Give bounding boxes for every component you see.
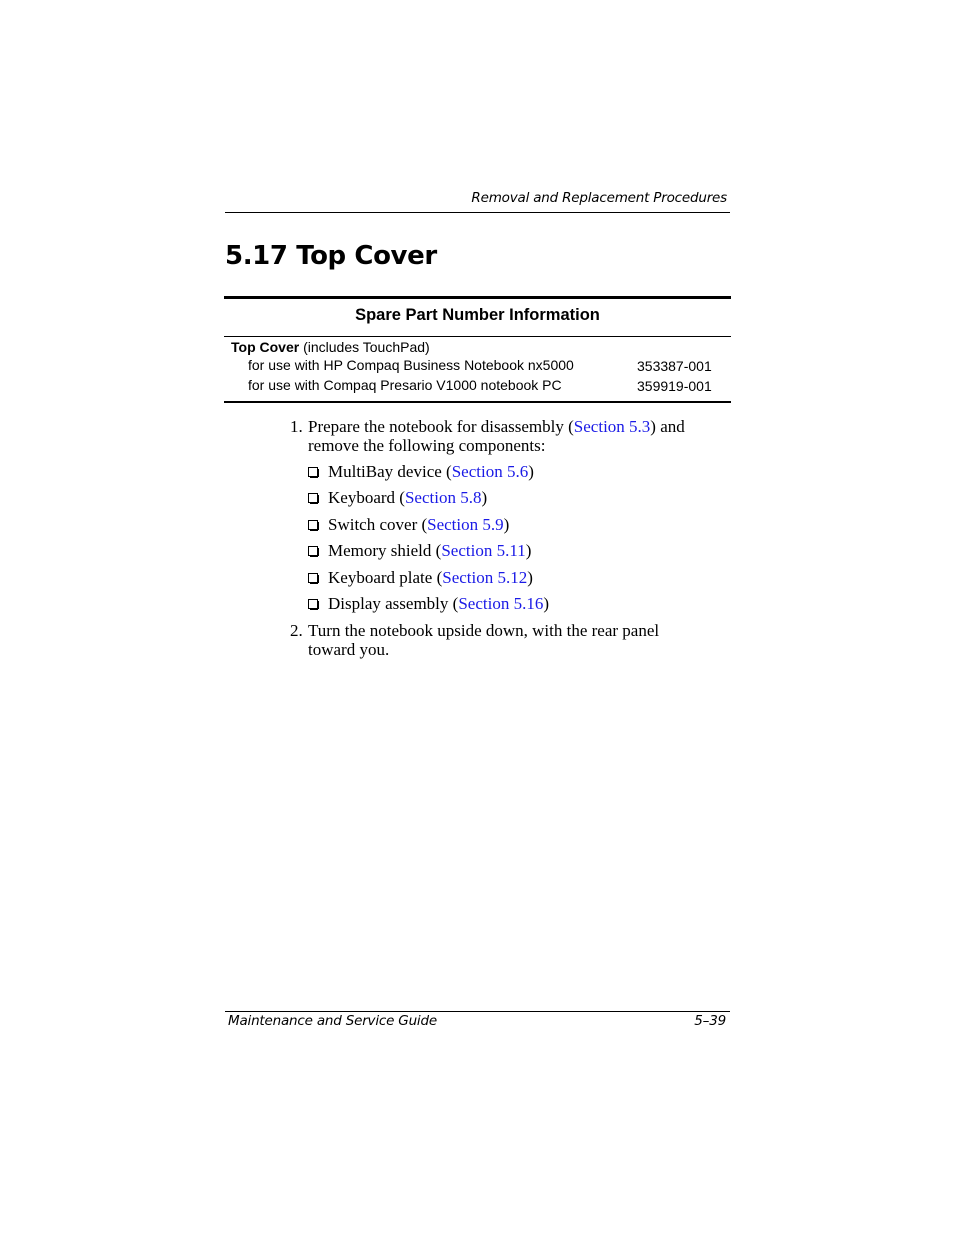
part-row-description: for use with Compaq Presario V1000 notebook PC	[248, 377, 562, 393]
checkbox-bullet-icon	[308, 493, 318, 503]
component-list-item	[308, 568, 533, 587]
section-link[interactable]: Section 5.16	[458, 594, 544, 613]
checkbox-bullet-icon	[308, 573, 318, 583]
step-1-number: 1.	[290, 417, 303, 436]
section-link[interactable]: Section 5.11	[441, 541, 526, 560]
component-close: )	[481, 488, 488, 507]
footer-guide-title: Maintenance and Service Guide	[228, 1013, 437, 1029]
section-link[interactable]: Section 5.6	[451, 462, 529, 481]
component-close: )	[543, 594, 549, 613]
step-1-line-1	[308, 417, 685, 436]
checkbox-bullet-icon	[308, 546, 318, 556]
table-bottom-rule	[224, 401, 731, 403]
table-caption: Spare Part Number Information	[355, 306, 600, 324]
part-row-number: 353387-001	[637, 358, 712, 374]
running-header: Removal and Replacement Procedures	[471, 190, 727, 206]
section-title: 5.17 Top Cover	[225, 241, 437, 271]
step-1-line-2: remove the following components:	[308, 436, 546, 455]
component-name: Memory shield (	[328, 541, 442, 560]
component-name: MultiBay device (	[328, 462, 452, 481]
section-link[interactable]: Section 5.8	[404, 488, 482, 507]
component-close: )	[503, 515, 510, 534]
component-name: Keyboard plate (	[328, 568, 443, 587]
component-close: )	[525, 541, 532, 560]
table-top-rule	[224, 296, 731, 299]
part-row-number: 359919-001	[637, 378, 712, 394]
footer-rule	[225, 1011, 730, 1012]
component-close: )	[527, 568, 533, 587]
component-list-item	[308, 462, 534, 481]
table-header-rule	[224, 336, 731, 337]
component-list-item	[308, 488, 487, 507]
part-row-description: for use with HP Compaq Business Notebook nx5000	[248, 357, 574, 373]
part-item-note: (includes TouchPad)	[299, 339, 430, 355]
part-item-name: Top Cover	[231, 339, 300, 355]
section-link[interactable]: Section 5.9	[427, 515, 504, 534]
step-2-number: 2.	[290, 621, 303, 640]
section-link[interactable]: Section 5.3	[573, 417, 651, 436]
component-name: Keyboard (	[328, 488, 405, 507]
checkbox-bullet-icon	[308, 599, 318, 609]
component-name: Display assembly (	[328, 594, 459, 613]
component-list-item	[308, 541, 531, 560]
checkbox-bullet-icon	[308, 520, 318, 530]
part-item-heading	[231, 339, 430, 355]
component-close: )	[528, 462, 534, 481]
step-1-text: Prepare the notebook for disassembly (	[308, 417, 574, 436]
checkbox-bullet-icon	[308, 467, 318, 477]
step-1-text-end: ) and	[650, 417, 685, 436]
step-2-line-1: Turn the notebook upside down, with the rear panel	[308, 621, 660, 640]
footer-page-number: 5–39	[694, 1013, 726, 1029]
step-2-line-2: toward you.	[308, 640, 390, 659]
component-list-item	[308, 594, 549, 613]
section-link[interactable]: Section 5.12	[442, 568, 528, 587]
component-name: Switch cover (	[328, 515, 428, 534]
component-list-item	[308, 515, 509, 534]
header-rule	[225, 212, 730, 213]
